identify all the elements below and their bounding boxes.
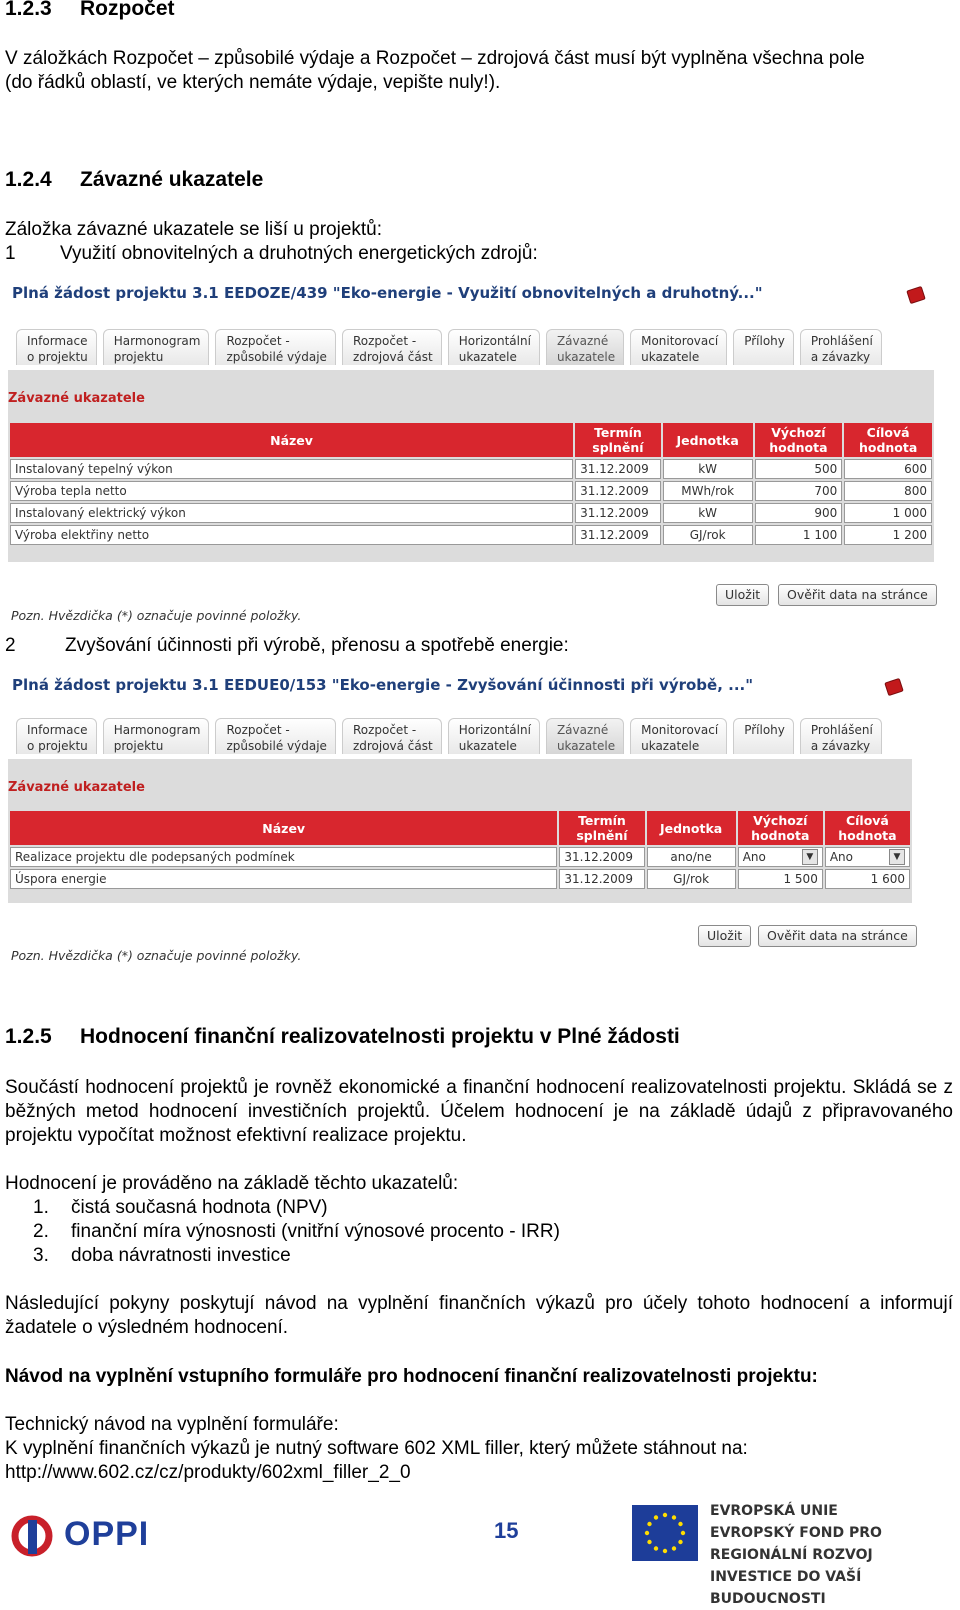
- list-text: finanční míra výnosnosti (vnitřní výnosové procento - IRR): [71, 1221, 560, 1242]
- table-row: [10, 503, 932, 523]
- page-number: 15: [494, 1518, 519, 1543]
- tab-6[interactable]: Monitorovací ukazatele: [630, 718, 727, 754]
- deadline-cell: 31.12.2009: [575, 525, 661, 545]
- baseline-value-field[interactable]: [738, 847, 823, 867]
- panel-title: Závazné ukazatele: [8, 780, 145, 795]
- section-heading-124: 1.2.4 Závazné ukazatele: [5, 168, 264, 191]
- tab-7[interactable]: Přílohy: [733, 718, 794, 754]
- deadline-cell: 31.12.2009: [575, 459, 661, 479]
- tab-8[interactable]: Prohlášení a závazky: [800, 329, 882, 365]
- baseline-value-field[interactable]: 1 100: [755, 525, 843, 545]
- tab-4[interactable]: Horizontální ukazatele: [448, 329, 540, 365]
- table-row: [10, 847, 910, 867]
- target-value-field[interactable]: [825, 847, 910, 867]
- select-value: Ano: [829, 850, 853, 864]
- target-value-field[interactable]: 600: [844, 459, 932, 479]
- instructions-paragraph: Následující pokyny poskytují návod na vyplnění finančních výkazů pro účely tohoto hodnocení a informují žadatele o výsledném hodnocení.: [5, 1293, 953, 1338]
- oppi-logo: OPPI: [10, 1510, 149, 1558]
- oppi-mark-icon: [10, 1510, 58, 1558]
- tab-1[interactable]: Harmonogram projektu: [103, 718, 210, 754]
- screenshot-efficiency: [0, 672, 960, 972]
- tab-5[interactable]: Závazné ukazatele: [546, 329, 624, 365]
- list-number: 2.: [33, 1221, 49, 1242]
- unit-cell: MWh/rok: [663, 481, 753, 501]
- dropdown-arrow-icon[interactable]: ▼: [802, 849, 818, 865]
- tab-1[interactable]: Harmonogram projektu: [103, 329, 210, 365]
- indicator-name-cell: Realizace projektu dle podepsaných podmínek: [10, 847, 557, 867]
- verify-data-button[interactable]: Ověřit data na stránce: [778, 584, 937, 606]
- table-row: [10, 525, 932, 545]
- verify-data-button[interactable]: Ověřit data na stránce: [758, 925, 917, 947]
- target-value-field[interactable]: 1 600: [825, 869, 910, 889]
- tab-bar: [16, 329, 882, 365]
- evaluation-paragraph: Součástí hodnocení projektů je rovněž ekonomické a finanční hodnocení realizovatelnosti projektu. Skládá se z běžných metod hodnocení investičních projektů. Účelem hodnocení je na základě údajů z připravovaného projektu vypočítat možnost efektivní realizace projektu.: [5, 1077, 953, 1146]
- column-header: Výchozí hodnota: [755, 423, 843, 457]
- budget-text: V záložkách Rozpočet – způsobilé výdaje a Rozpočet – zdrojová část musí být vyplněna všechna pole (do řádků oblastí, ve kterých nemáte výdaje, vepište nuly!).: [5, 48, 865, 93]
- list-text: čistá současná hodnota (NPV): [71, 1197, 328, 1218]
- tab-3[interactable]: Rozpočet - zdrojová část: [342, 718, 442, 754]
- indicator-name-cell: Instalovaný tepelný výkon: [10, 459, 573, 479]
- tab-5[interactable]: Závazné ukazatele: [546, 718, 624, 754]
- screenshot-renewables: [0, 280, 960, 630]
- select-field[interactable]: [830, 849, 905, 865]
- deadline-cell: 31.12.2009: [575, 481, 661, 501]
- list-item: [33, 1244, 560, 1268]
- tab-3[interactable]: Rozpočet - zdrojová část: [342, 329, 442, 365]
- baseline-value-field[interactable]: 700: [755, 481, 843, 501]
- section-heading-125: 1.2.5 Hodnocení finanční realizovatelnosti projektu v Plné žádosti: [5, 1025, 680, 1048]
- column-header: Jednotka: [647, 811, 736, 845]
- deadline-cell: 31.12.2009: [575, 503, 661, 523]
- list-item: [33, 1220, 560, 1244]
- required-note: Pozn. Hvězdička (*) označuje povinné položky.: [11, 608, 302, 623]
- indicators-item2: 2 Zvyšování účinnosti při výrobě, přenosu a spotřebě energie:: [5, 635, 569, 656]
- form-instructions-heading: Návod na vyplnění vstupního formuláře pro hodnocení finanční realizovatelnosti projektu:: [5, 1366, 818, 1387]
- list-number: 3.: [33, 1245, 49, 1266]
- book-icon[interactable]: [906, 286, 926, 304]
- list-number: 1.: [33, 1197, 49, 1218]
- indicator-name-cell: Instalovaný elektrický výkon: [10, 503, 573, 523]
- eu-funding-text: EVROPSKÁ UNIE EVROPSKÝ FOND PRO REGIONÁLNÍ ROZVOJ INVESTICE DO VAŠÍ BUDOUCNOSTI: [710, 1503, 882, 1607]
- download-link[interactable]: http://www.602.cz/cz/produkty/602xml_filler_2_0: [5, 1462, 411, 1483]
- column-header: Jednotka: [663, 423, 753, 457]
- column-header: Termín splnění: [559, 811, 644, 845]
- tab-bar: [16, 718, 882, 754]
- application-title: Plná žádost projektu 3.1 EEDOZE/439 "Eko-energie - Využití obnovitelných a druhotný...": [12, 284, 763, 302]
- deadline-cell: 31.12.2009: [559, 847, 644, 867]
- application-title: Plná žádost projektu 3.1 EEDUE0/153 "Eko-energie - Zvyšování účinnosti při výrobě, ...": [12, 676, 754, 694]
- column-header: Cílová hodnota: [844, 423, 932, 457]
- indicators-table: [8, 809, 912, 891]
- tab-2[interactable]: Rozpočet - způsobilé výdaje: [215, 329, 336, 365]
- tab-8[interactable]: Prohlášení a závazky: [800, 718, 882, 754]
- indicator-name-cell: Úspora energie: [10, 869, 557, 889]
- indicator-name-cell: Výroba elektřiny netto: [10, 525, 573, 545]
- target-value-field[interactable]: 1 200: [844, 525, 932, 545]
- column-header: Cílová hodnota: [825, 811, 910, 845]
- table-row: [10, 869, 910, 889]
- tab-2[interactable]: Rozpočet - způsobilé výdaje: [215, 718, 336, 754]
- criteria-intro: Hodnocení je prováděno na základě těchto ukazatelů:: [5, 1173, 459, 1194]
- column-header: Termín splnění: [575, 423, 661, 457]
- tab-4[interactable]: Horizontální ukazatele: [448, 718, 540, 754]
- criteria-list: [33, 1196, 560, 1268]
- indicator-name-cell: Výroba tepla netto: [10, 481, 573, 501]
- target-value-field[interactable]: 1 000: [844, 503, 932, 523]
- column-header: Název: [10, 811, 557, 845]
- deadline-cell: 31.12.2009: [559, 869, 644, 889]
- unit-cell: kW: [663, 503, 753, 523]
- unit-cell: kW: [663, 459, 753, 479]
- eu-flag-icon: [632, 1505, 698, 1561]
- column-header: Název: [10, 423, 573, 457]
- panel-title: Závazné ukazatele: [8, 391, 145, 406]
- table-row: [10, 459, 932, 479]
- unit-cell: GJ/rok: [647, 869, 736, 889]
- tab-6[interactable]: Monitorovací ukazatele: [630, 329, 727, 365]
- select-value: Ano: [742, 850, 766, 864]
- baseline-value-field[interactable]: 500: [755, 459, 843, 479]
- list-item: [33, 1196, 560, 1220]
- list-text: doba návratnosti investice: [71, 1245, 291, 1266]
- column-header: Výchozí hodnota: [738, 811, 823, 845]
- table-row: [10, 481, 932, 501]
- baseline-value-field[interactable]: 1 500: [738, 869, 823, 889]
- select-field[interactable]: [743, 849, 818, 865]
- section-heading-123: 1.2.3 Rozpočet: [5, 0, 175, 20]
- save-button[interactable]: Uložit: [698, 925, 751, 947]
- required-note: Pozn. Hvězdička (*) označuje povinné položky.: [11, 948, 302, 963]
- indicators-intro: Záložka závazné ukazatele se liší u projektů: 1 Využití obnovitelných a druhotných energetických zdrojů:: [5, 219, 538, 264]
- unit-cell: ano/ne: [647, 847, 736, 867]
- indicators-table: [8, 421, 934, 547]
- technical-instructions: Technický návod na vyplnění formuláře: K vyplnění finančních výkazů je nutný software 602 XML filler, který můžete stáhnout na: http://www.602.cz/cz/produkty/602xml_filler_2_0: [5, 1414, 748, 1483]
- save-button[interactable]: Uložit: [716, 584, 769, 606]
- unit-cell: GJ/rok: [663, 525, 753, 545]
- target-value-field[interactable]: 800: [844, 481, 932, 501]
- tab-7[interactable]: Přílohy: [733, 329, 794, 365]
- book-icon[interactable]: [884, 678, 904, 696]
- baseline-value-field[interactable]: 900: [755, 503, 843, 523]
- dropdown-arrow-icon[interactable]: ▼: [889, 849, 905, 865]
- tab-0[interactable]: Informace o projektu: [16, 718, 97, 754]
- tab-0[interactable]: Informace o projektu: [16, 329, 97, 365]
